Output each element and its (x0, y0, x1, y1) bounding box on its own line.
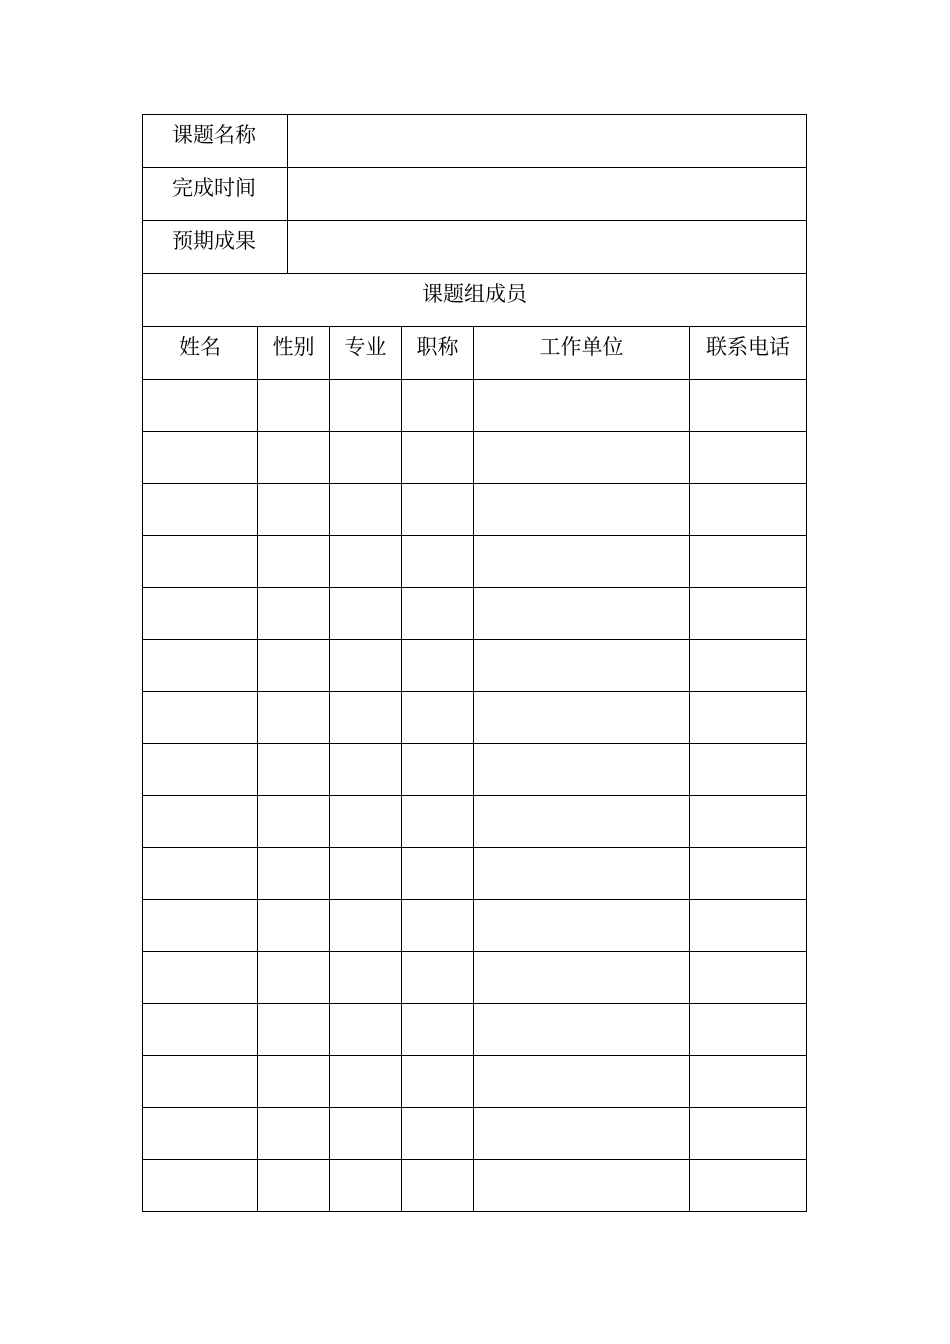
member-title-cell[interactable] (402, 1160, 474, 1212)
member-phone-cell[interactable] (690, 796, 807, 848)
members-section-title-text: 课题组成员 (422, 281, 528, 306)
member-phone-cell[interactable] (690, 848, 807, 900)
member-title-cell[interactable] (402, 952, 474, 1004)
member-major-cell[interactable] (330, 380, 402, 432)
member-name-cell[interactable] (143, 1004, 258, 1056)
member-name-cell[interactable] (143, 1108, 258, 1160)
expected-results-field[interactable] (288, 221, 807, 274)
member-name-cell[interactable] (143, 432, 258, 484)
member-major-cell[interactable] (330, 848, 402, 900)
member-phone-cell[interactable] (690, 1160, 807, 1212)
member-phone-cell[interactable] (690, 1056, 807, 1108)
member-phone-cell[interactable] (690, 380, 807, 432)
column-header-title-text: 职称 (416, 334, 459, 359)
member-name-cell[interactable] (143, 588, 258, 640)
member-gender-cell[interactable] (258, 1108, 330, 1160)
member-name-cell[interactable] (143, 848, 258, 900)
member-gender-cell[interactable] (258, 900, 330, 952)
member-title-cell[interactable] (402, 484, 474, 536)
member-major-cell[interactable] (330, 900, 402, 952)
member-workplace-cell[interactable] (474, 432, 690, 484)
member-title-cell[interactable] (402, 588, 474, 640)
member-gender-cell[interactable] (258, 848, 330, 900)
member-workplace-cell[interactable] (474, 536, 690, 588)
member-gender-cell[interactable] (258, 380, 330, 432)
column-header-gender (258, 327, 330, 380)
member-major-cell[interactable] (330, 796, 402, 848)
member-title-cell[interactable] (402, 1056, 474, 1108)
research-project-form (142, 114, 807, 1212)
member-workplace-cell[interactable] (474, 952, 690, 1004)
member-major-cell[interactable] (330, 744, 402, 796)
member-row (143, 1004, 807, 1056)
member-row (143, 744, 807, 796)
member-major-cell[interactable] (330, 1108, 402, 1160)
member-row (143, 380, 807, 432)
member-major-cell[interactable] (330, 1056, 402, 1108)
expected-results-row (143, 221, 807, 274)
member-workplace-cell[interactable] (474, 588, 690, 640)
member-gender-cell[interactable] (258, 692, 330, 744)
member-title-cell[interactable] (402, 796, 474, 848)
member-row (143, 692, 807, 744)
completion-time-field[interactable] (288, 168, 807, 221)
project-name-label: 课题名称 (143, 115, 288, 168)
expected-results-label: 预期成果 (143, 221, 288, 274)
member-gender-cell[interactable] (258, 796, 330, 848)
column-header-phone-text: 联系电话 (706, 334, 791, 359)
member-name-cell[interactable] (143, 692, 258, 744)
member-row (143, 900, 807, 952)
member-row (143, 432, 807, 484)
member-workplace-cell[interactable] (474, 1108, 690, 1160)
member-workplace-cell[interactable] (474, 1004, 690, 1056)
member-phone-cell[interactable] (690, 744, 807, 796)
member-major-cell[interactable] (330, 588, 402, 640)
member-gender-cell[interactable] (258, 1004, 330, 1056)
member-rows (143, 380, 807, 1212)
project-name-field[interactable] (288, 115, 807, 168)
member-row (143, 536, 807, 588)
member-phone-cell[interactable] (690, 588, 807, 640)
column-header-phone (690, 327, 807, 380)
member-gender-cell[interactable] (258, 952, 330, 1004)
member-phone-cell[interactable] (690, 692, 807, 744)
member-name-cell[interactable] (143, 744, 258, 796)
member-title-cell[interactable] (402, 432, 474, 484)
member-workplace-cell[interactable] (474, 380, 690, 432)
member-title-cell[interactable] (402, 640, 474, 692)
member-title-cell[interactable] (402, 1004, 474, 1056)
member-title-cell[interactable] (402, 848, 474, 900)
member-workplace-cell[interactable] (474, 1160, 690, 1212)
member-major-cell[interactable] (330, 952, 402, 1004)
member-name-cell[interactable] (143, 380, 258, 432)
member-major-cell[interactable] (330, 484, 402, 536)
member-name-cell[interactable] (143, 900, 258, 952)
column-header-major-text: 专业 (344, 334, 387, 359)
member-title-cell[interactable] (402, 900, 474, 952)
member-name-cell[interactable] (143, 640, 258, 692)
member-major-cell[interactable] (330, 640, 402, 692)
member-title-cell[interactable] (402, 1108, 474, 1160)
member-gender-cell[interactable] (258, 640, 330, 692)
member-workplace-cell[interactable] (474, 640, 690, 692)
member-phone-cell[interactable] (690, 484, 807, 536)
project-name-row (143, 115, 807, 168)
member-major-cell[interactable] (330, 536, 402, 588)
member-phone-cell[interactable] (690, 1108, 807, 1160)
member-row (143, 796, 807, 848)
member-phone-cell[interactable] (690, 952, 807, 1004)
member-gender-cell[interactable] (258, 744, 330, 796)
members-header-row (143, 327, 807, 380)
member-phone-cell[interactable] (690, 1004, 807, 1056)
member-title-cell[interactable] (402, 692, 474, 744)
member-gender-cell[interactable] (258, 1056, 330, 1108)
member-gender-cell[interactable] (258, 432, 330, 484)
member-name-cell[interactable] (143, 952, 258, 1004)
member-major-cell[interactable] (330, 692, 402, 744)
member-name-cell[interactable] (143, 1056, 258, 1108)
completion-time-label: 完成时间 (143, 168, 288, 221)
member-workplace-cell[interactable] (474, 900, 690, 952)
member-title-cell[interactable] (402, 380, 474, 432)
column-header-name (143, 327, 258, 380)
member-title-cell[interactable] (402, 744, 474, 796)
column-header-title (402, 327, 474, 380)
member-phone-cell[interactable] (690, 536, 807, 588)
member-workplace-cell[interactable] (474, 1056, 690, 1108)
member-name-cell[interactable] (143, 536, 258, 588)
member-name-cell[interactable] (143, 1160, 258, 1212)
member-phone-cell[interactable] (690, 640, 807, 692)
member-workplace-cell[interactable] (474, 848, 690, 900)
member-row (143, 588, 807, 640)
member-gender-cell[interactable] (258, 536, 330, 588)
member-major-cell[interactable] (330, 432, 402, 484)
member-major-cell[interactable] (330, 1160, 402, 1212)
member-title-cell[interactable] (402, 536, 474, 588)
member-workplace-cell[interactable] (474, 744, 690, 796)
member-name-cell[interactable] (143, 484, 258, 536)
column-header-workplace-text: 工作单位 (539, 334, 624, 359)
member-gender-cell[interactable] (258, 484, 330, 536)
column-header-major (330, 327, 402, 380)
member-row (143, 640, 807, 692)
column-header-workplace (474, 327, 690, 380)
member-phone-cell[interactable] (690, 900, 807, 952)
members-section-title (143, 274, 807, 327)
member-phone-cell[interactable] (690, 432, 807, 484)
completion-time-row (143, 168, 807, 221)
member-name-cell[interactable] (143, 796, 258, 848)
member-row (143, 848, 807, 900)
members-section-row (143, 274, 807, 327)
column-header-gender-text: 性别 (272, 334, 315, 359)
member-row (143, 1056, 807, 1108)
member-gender-cell[interactable] (258, 1160, 330, 1212)
member-row (143, 1160, 807, 1212)
member-major-cell[interactable] (330, 1004, 402, 1056)
member-workplace-cell[interactable] (474, 484, 690, 536)
member-workplace-cell[interactable] (474, 692, 690, 744)
member-gender-cell[interactable] (258, 588, 330, 640)
member-row (143, 484, 807, 536)
column-header-name-text: 姓名 (179, 334, 221, 359)
member-workplace-cell[interactable] (474, 796, 690, 848)
member-row (143, 952, 807, 1004)
member-row (143, 1108, 807, 1160)
